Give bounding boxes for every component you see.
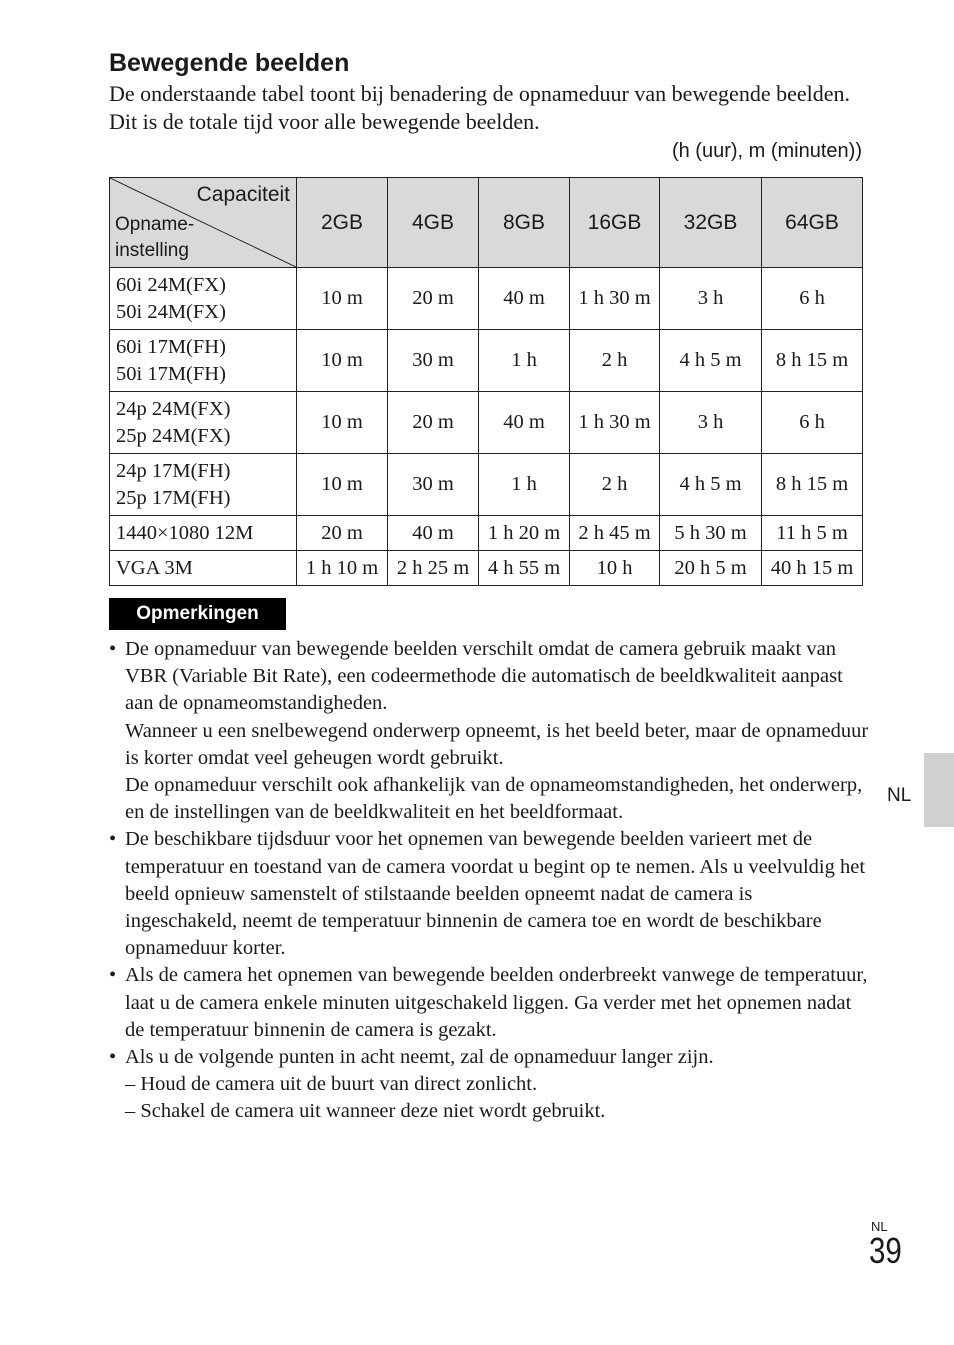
table-cell: 10 m (297, 392, 388, 454)
table-cell: 20 h 5 m (660, 551, 762, 586)
table-row (110, 268, 863, 330)
row-label: 24p 17M(FH) 25p 17M(FH) (110, 454, 297, 516)
note-subpoint: – Houd de camera uit de buurt van direct zonlicht. (125, 1073, 538, 1096)
column-header: 64GB (762, 178, 863, 268)
note-item (109, 962, 869, 1044)
table-cell: 2 h (570, 454, 660, 516)
table-row (110, 516, 863, 551)
table-cell: 11 h 5 m (762, 516, 863, 551)
notes-heading: Opmerkingen (109, 598, 286, 630)
column-header: 32GB (660, 178, 762, 268)
table-cell: 40 m (479, 392, 570, 454)
row-label: VGA 3M (110, 551, 297, 586)
column-header: 16GB (570, 178, 660, 268)
intro-paragraph: De onderstaande tabel toont bij benadering de opnameduur van bewegende beelden. Dit is de totale tijd voor alle bewegende beelden. (109, 81, 850, 134)
table-cell: 40 h 15 m (762, 551, 863, 586)
note-paragraph: Wanneer u een snelbewegend onderwerp opneemt, is het beeld beter, maar de opnameduur is korter omdat veel geheugen wordt gebruikt. (125, 719, 869, 769)
bullet: • (109, 638, 117, 660)
note-paragraph: Als u de volgende punten in acht neemt, zal de opnameduur langer zijn. (125, 1046, 714, 1069)
row-label: 60i 24M(FX) 50i 24M(FX) (110, 268, 297, 330)
table-cell: 8 h 15 m (762, 454, 863, 516)
note-paragraph: De opnameduur verschilt ook afhankelijk van de opnameomstandigheden, het onderwerp, en de instellingen van de beeldkwaliteit en het beeldformaat. (125, 774, 863, 824)
note-subpoint: – Schakel de camera uit wanneer deze niet wordt gebruikt. (125, 1100, 606, 1123)
row-label: 24p 24M(FX) 25p 24M(FX) (110, 392, 297, 454)
table-cell: 6 h (762, 392, 863, 454)
notes-list (109, 636, 869, 1126)
table-cell: 40 m (388, 516, 479, 551)
note-item (109, 826, 869, 962)
table-cell: 10 h (570, 551, 660, 586)
bullet: • (109, 1046, 117, 1069)
table-cell: 3 h (660, 392, 762, 454)
column-header: 4GB (388, 178, 479, 268)
bullet: • (109, 964, 117, 987)
note-item (109, 636, 869, 826)
bullet: • (109, 828, 117, 851)
table-cell: 20 m (297, 516, 388, 551)
table-cell: 40 m (479, 268, 570, 330)
note-paragraph: Als de camera het opnemen van bewegende beelden onderbreekt vanwege de temperatuur, laat u de camera enkele minuten uitgeschakeld liggen. Ga verder met het opnemen nadat de temperatuur binnenin de camera is gezakt. (125, 964, 868, 1041)
side-tab-label: NL (887, 785, 912, 806)
corner-setting-label (115, 212, 194, 264)
column-header: 8GB (479, 178, 570, 268)
table-cell: 2 h 25 m (388, 551, 479, 586)
table-cell: 4 h 5 m (660, 330, 762, 392)
unit-note: (h (uur), m (minuten)) (671, 140, 862, 162)
table-cell: 2 h (570, 330, 660, 392)
table-row (110, 330, 863, 392)
section-title: Bewegende beelden (109, 49, 350, 77)
table-cell: 10 m (297, 330, 388, 392)
table-cell: 1 h 30 m (570, 268, 660, 330)
recording-time-table (109, 177, 863, 586)
table-cell: 20 m (388, 392, 479, 454)
table-cell: 30 m (388, 330, 479, 392)
table-row (110, 551, 863, 586)
table-cell: 1 h 10 m (297, 551, 388, 586)
footer-language: NL (871, 1219, 888, 1234)
table-cell: 4 h 55 m (479, 551, 570, 586)
table-cell: 1 h (479, 330, 570, 392)
corner-capacity-label: Capaciteit (196, 183, 290, 206)
table-cell: 10 m (297, 454, 388, 516)
table-cell: 1 h 30 m (570, 392, 660, 454)
language-side-tab (924, 753, 954, 827)
note-paragraph: De opnameduur van bewegende beelden verschilt omdat de camera gebruik maakt van VBR (Variable Bit Rate), een codeermethode die automatisch de beeldkwaliteit aanpast aan de opnameomstandigheden. (125, 638, 843, 715)
table-row (110, 392, 863, 454)
corner-setting-line2: instelling (115, 240, 189, 261)
table-corner-cell (110, 178, 297, 268)
table-header-row (110, 178, 863, 268)
note-item (109, 1044, 869, 1126)
table-row (110, 454, 863, 516)
table-cell: 3 h (660, 268, 762, 330)
row-label: 1440×1080 12M (110, 516, 297, 551)
table-cell: 4 h 5 m (660, 454, 762, 516)
table-cell: 10 m (297, 268, 388, 330)
column-header: 2GB (297, 178, 388, 268)
table-cell: 30 m (388, 454, 479, 516)
table-cell: 1 h 20 m (479, 516, 570, 551)
page-number: 39 (869, 1230, 902, 1271)
corner-setting-line1: Opname- (115, 214, 195, 235)
note-paragraph: De beschikbare tijdsduur voor het opnemen van bewegende beelden varieert met de temperatuur en toestand van de camera voordat u begint op te nemen. Als u veelvuldig het beeld opnieuw samenstelt of stilstaande beelden opneemt nadat de camera is ingeschakeld, neemt de temperatuur binnenin de camera toe en wordt de beschikbare opnameduur korter. (125, 828, 866, 960)
table-cell: 5 h 30 m (660, 516, 762, 551)
table-cell: 6 h (762, 268, 863, 330)
table-cell: 1 h (479, 454, 570, 516)
table-cell: 2 h 45 m (570, 516, 660, 551)
row-label: 60i 17M(FH) 50i 17M(FH) (110, 330, 297, 392)
table-cell: 20 m (388, 268, 479, 330)
table-cell: 8 h 15 m (762, 330, 863, 392)
